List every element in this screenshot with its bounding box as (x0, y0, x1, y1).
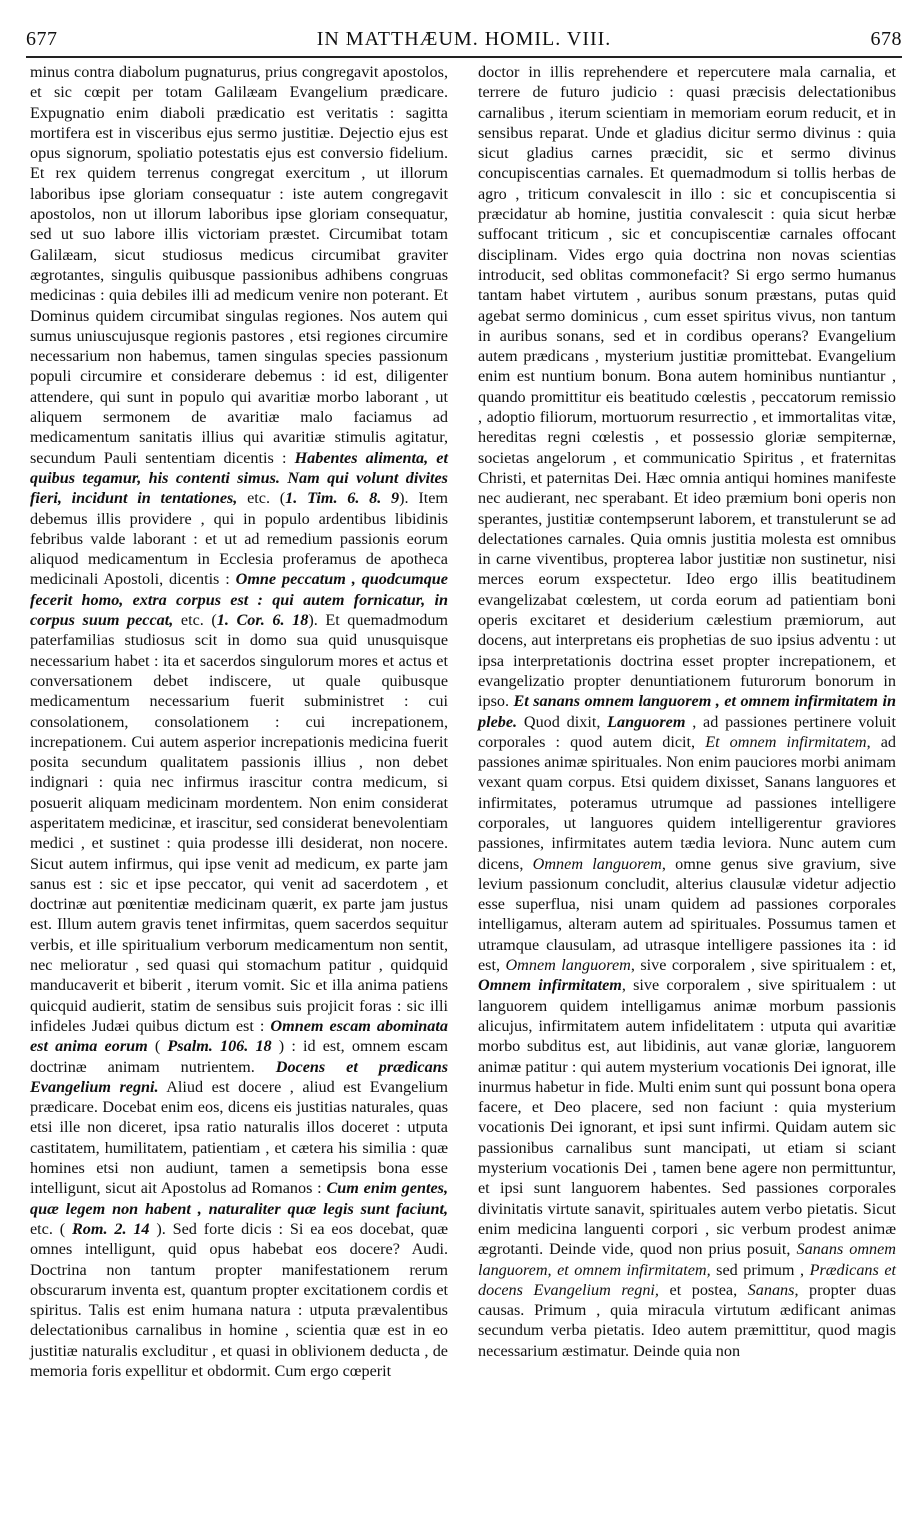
right-column-text (478, 62, 896, 1361)
left-column (30, 62, 448, 1381)
scripture-quote: Et omnem infirmitatem (705, 732, 867, 751)
text-run: , sive corporalem , sive spiritualem : et, (630, 956, 896, 975)
text-run: Aliud est docere , aliud est Evangelium prædicare. Docebat enim eos, dicens eis justitias naturales, quas etsi ille non diceret, ipsa ratio naturalis illos doceret : utputa castitatem, humilitatem, patientiam , et cætera his similia : quæ homines etsi non audiunt, tamen a semetipsis bona esse intelligunt, sicut ait Apostolus ad Romanos : (30, 1077, 448, 1198)
text-run: etc. ( (173, 611, 217, 630)
right-column (478, 62, 896, 1361)
scripture-quote: Omnem escam abominata est anima eorum (30, 1016, 448, 1056)
text-run: ). Item debemus illis providere , qui in populo ardentibus libidinis febribus valde laborant : et ut ad remedium passionis eorum aliquod medicamentum in Ecclesia proferamus de apotheca medicinali Apostoli, dicentis : (30, 489, 448, 589)
scripture-quote: Habentes alimenta, et quibus tegamur, his contenti simus. Nam qui volunt divites fieri, incidunt in tentationes, (30, 448, 448, 508)
scripture-quote: Omnem languorem (505, 956, 631, 975)
text-run: , ad passiones animæ spirituales. Non enim pauciores morbi animam vexant quam corpus. Etsi quidem dixisset, Sanans languores et infirmitates, poteramus utrumque ad passiones intelligere corporales, ut languores quidem intelligerentur graviores passiones, infirmitates autem tædia leviora. Nunc autem cum dicens, (478, 732, 897, 873)
text-run: ). Sed forte dicis : Si ea eos docebat, quæ omnes intelligunt, quid opus habebat eos docere? Audi. Doctrina non tantum propter manifestationem rerum obscurarum inventa est, quantum propter excitationem cordis et spiritus. Talis est enim humana natura : utputa prævalentibus delectationibus carnalibus in homine , scientia quæ est in eo justitiæ naturalis excluditur , et quasi in oblivionem deducta , de memoria foris expellitur et obdormit. Cum ergo cœperit (30, 1219, 448, 1380)
scripture-quote: Omnem languorem (532, 854, 662, 873)
left-column-text (30, 62, 448, 1381)
page-header (26, 14, 902, 48)
scripture-quote: Prædicans et docens Evangelium regni, (478, 1260, 896, 1299)
text-run: etc. ( (237, 489, 286, 508)
text-run: ). Et quemadmodum paterfamilias studiosus scit in domo sua quid unusquisque necessarium habet : ita et sacerdos singulorum mores et actus et conversationem debet indiscere, ut quale quibusque medicamentum necessarium fuerit subministret : cui consolationem, consolationem : cui increpationem, increpationem. Cui autem asperior increpationis medicina fuerit posita secundum qualitatem passionis illius , non debet indignari : quia nec infirmus irascitur contra medicum, si posuerit aliquam medicinam mordentem. Non enim considerat asperitatem medicinæ, et irascitur, sed considerat benevolentiam medici , et sustinet : quia prodesse illi desiderat, non nocere. Sicut autem infirmus, qui ipse venit ad medicum, ex parte jam sanus est : sic et ipse peccator, qui venit ad sacerdotem , et doctrinæ aut pœnitentiæ medicinam quærit, ex parte jam justus est. Illum autem gravis tenet infirmitas, quem sacerdos sequitur verbis, et ille spiritualium verborum medicamentum non sentit, nec melioratur , sed quasi qui stomachum patitur , quidquid manducaverit et biberit , iterum vomit. Sic et illa anima patiens quicquid audierit, statim de sensibus suis projicit foras : sic illi infideles Judæi quibus dictum est : (30, 611, 449, 1035)
text-run: ) : id est, omnem escam doctrinæ animam nutrientem. (30, 1037, 449, 1076)
text-run: minus contra diabolum pugnaturus, prius congregavit apostolos, et sic cœpit per totam Galilæam Evangelium prædicare. Expugnatio enim diaboli prædicatio est veritatis : sagitta mortifera est in visceribus ejus sermo justitiæ. Dejectio ejus est opus signorum, spoliatio potestatis ejus est conversio fidelium. Et rex quidem terrenus congregat exercitum , ut illorum laboribus ipse gloriam consequatur : iste autem congregavit apostolos, non ut illorum laboribus ipse gloriam consequatur, sed ut suo labore illis victoriam præstet. Circumibat totam Galilæam, sicut studiosus medicus circumibat graviter ægrotantes, singulis quibusque passionibus adhibens congruas medicinas : quia debiles illi ad medicum venire non poterant. Et Dominus quidem circumibat singulas regiones. Nos autem qui sumus uniuscujusque regionis pastores , etsi regiones circumire necessarium non habemus, tamen singulas species passionum populi circumire et considerare debemus : id est, diligenter attendere, qui sunt in populo qui avaritiæ morbo laborant , ut aliquem sermonem de avaritiæ malo faciamus ad medicamentum sanitatis illius qui avaritiæ stimulis agitatur, secundum Pauli sententiam dicentis : (30, 63, 448, 467)
page-number-right: 678 (870, 28, 902, 50)
text-run: , propter duas causas. Primum , quia miracula virtutum ædificant animas secundum verba pietatis. Ideo autem præmittitur, quod magis necessarium æstimatur. Deinde quia non (478, 1280, 896, 1360)
text-run: sed primum , (710, 1260, 810, 1279)
scripture-quote: Sanans (747, 1280, 795, 1299)
header-rule (26, 56, 902, 58)
scripture-quote: Docens et prædicans Evangelium regni. (30, 1057, 448, 1096)
scripture-quote: Omne peccatum , quodcumque fecerit homo, extra corpus est : qui autem fornicatur, in corpus suum peccat, (30, 570, 448, 630)
scripture-quote: Cum enim gentes, quæ legem non habent , naturaliter quæ legis sunt faciunt, (30, 1179, 448, 1218)
scripture-reference: 1. Cor. 6. 18 (216, 611, 309, 630)
text-run: etc. ( (30, 1219, 72, 1238)
scripture-quote: Et sanans omnem languorem , et omnem infirmitatem in plebe. (478, 692, 896, 731)
scripture-reference: 1. Tim. 6. 8. 9 (285, 489, 400, 508)
text-run: , ad passiones pertinere voluit corporales : quod autem dicit, (478, 712, 896, 751)
scripture-quote: Omnem infirmitatem (478, 976, 622, 995)
scripture-reference: Psalm. 106. 18 (167, 1037, 272, 1056)
text-run: ( (147, 1037, 168, 1056)
text-run: , omne genus sive gravium, sive levium passionum concludit, alterius clausulæ videtur adjectio esse superflua, nisi unam quidem ad passiones corporales intelligamus, alteram autem ad spirituales. Possumus tamen et utramque clausulam, ad utrasque intelligere passiones ita : id est, (478, 854, 897, 975)
page-number-left: 677 (26, 28, 58, 50)
text-run: , sive corporalem , sive spiritualem : ut languorem quidem intelligamus animæ morbum passionis alicujus, infirmitatem autem infidelitatem : utputa qui avaritiæ morbo subditus est, aut libidinis, aut vanæ gloriæ, languorem animæ patitur : qui autem mysterium vocationis Dei ignorat, ille inurmus habetur in fide. Multi enim sunt qui possunt bona opera facere, et Deo placere, sed non faciunt : quia mysterium vocationis Dei ignorant, et ipsi sunt infirmi. Quidam autem sic passionibus carnalibus sunt mancipati, ut etiam si sciant mysterium vocationis Dei , tamen bene agere non permittuntur, et ipsi sunt languorem habentes. Sed passiones corporales divinitatis virtute sanavit, spirituales autem verbo pietatis. Sicut enim medicina languenti corpori , sic verbum prodest animæ ægrotanti. Deinde vide, quod non prius posuit, (478, 976, 897, 1259)
running-title: IN MATTHÆUM. HOMIL. VIII. (316, 28, 612, 50)
scripture-reference: Rom. 2. 14 (71, 1219, 150, 1238)
text-run: doctor in illis reprehendere et repercutere mala carnalia, et terrere de futuro judicio : quasi præcisis delectationibus carnalibus , iterum scientiam in memoriam eorum reducit, et in sensibus reparat. Unde et gladius dicitur sermo divinus : quia sicut gladius carnes præcidit, sic et sermo divinus concupiscentias carnales. Et quemadmodum si tollis herbas de agro , triticum convalescit in illo : sic et concupiscentia si præcidatur ab homine, justitia convalescit : quia sicut herbæ suffocant triticum , sic et concupiscentiæ carnales offocant disciplinam. Vides ergo quia doctrina non novas scientias introducit, sed oblitas commonefacit? Si ergo sermo humanus tantam habet virtutem , auribus sonum præstans, putas quid agebat sermo dominicus , cum esset spiritus vivus, non tantum in auribus sonans, sed et in cordibus operans? Evangelium autem prædicans , mysterium justitiæ promittebat. Evangelium enim est nuntium bonum. Bona autem hominibus nuntiantur , quando promittitur eis beatitudo cœlestis , peccatorum remissio , adoptio filiorum, mortuorum resurrectio , et immortalitas vitæ, hereditas regni cœlestis , et possessio gloriæ sempiternæ, societas angelorum , et communicatio Spiritus , et fraternitas Christi, et paternitas Dei. Hæc omnia antiqui homines manifeste nec audierant, nec sperabant. Et ideo præmium boni operis non sperantes, justitiæ contempserunt laborem, et transtulerunt se ad delectationes carnales. Quia omnis justitia molesta est omnibus in carne viventibus, propterea labor justitiæ non sustinetur, nisi merces eorum exspectetur. Ideo ergo illis beatitudinem evangelizabat cœlestem, ut corda eorum ad patientiam boni operis excitaret et desiderium cælestium præmiorum, aut docens, aut interpretans eis prophetias de suo ipsius adventu : ut ipsa interpretationis doctrina esset propter increpationem, et evangelizatio propter denuntiationem futurorum bonorum in ipso. (478, 63, 896, 711)
scripture-quote: Sanans omnem languorem, et omnem infirmitatem, (478, 1240, 896, 1279)
text-run: Quod dixit, (517, 712, 608, 731)
scripture-quote: Languorem (607, 712, 686, 731)
text-run: et postea, (658, 1280, 748, 1299)
